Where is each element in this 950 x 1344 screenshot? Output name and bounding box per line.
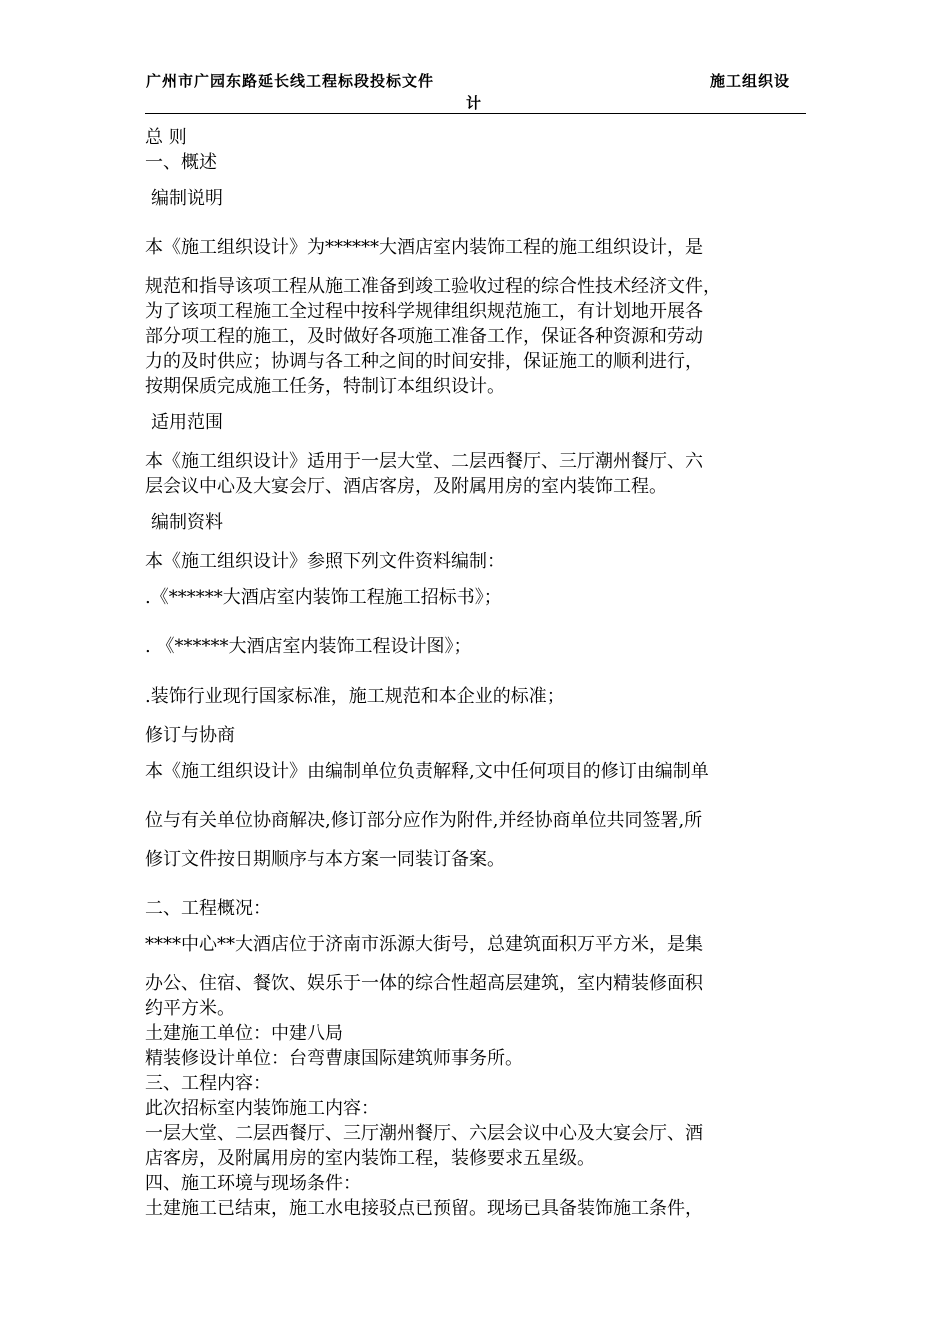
header-rule (145, 113, 806, 114)
paragraph-line: 按期保质完成施工任务，特制订本组织设计。 (145, 376, 505, 397)
paragraph-line: 土建施工已结束，施工水电接驳点已预留。现场已具备装饰施工条件， (145, 1198, 703, 1219)
paragraph-line: 店客房，及附属用房的室内装饰工程，装修要求五星级。 (145, 1148, 595, 1169)
paragraph-line: 为了该项工程施工全过程中按科学规律组织规范施工，有计划地开展各 (145, 301, 703, 322)
paragraph-line: 本《施工组织设计》由编制单位负责解释,文中任何项目的修订由编制单 (145, 761, 709, 782)
paragraph-line: 约平方米。 (145, 998, 235, 1019)
header-section-title: 施工组织设 (710, 72, 791, 90)
paragraph-line: 规范和指导该项工程从施工准备到竣工验收过程的综合性技术经济文件， (145, 276, 721, 297)
subheading-materials: 编制资料 (151, 512, 223, 533)
paragraph-line: 土建施工单位：中建八局 (145, 1023, 343, 1044)
paragraph-line: 位与有关单位协商解决,修订部分应作为附件,并经协商单位共同签署,所 (145, 810, 703, 831)
list-item: . 《******大酒店室内装饰工程设计图》； (145, 636, 472, 657)
heading-project-content: 三、工程内容： (145, 1073, 271, 1094)
paragraph-line: 部分项工程的施工，及时做好各项施工准备工作，保证各种资源和劳动 (145, 326, 703, 347)
heading-project-overview: 二、工程概况： (145, 898, 271, 919)
paragraph-line: 一层大堂、二层西餐厅、三厅潮州餐厅、六层会议中心及大宴会厅、酒 (145, 1123, 703, 1144)
heading-site-conditions: 四、施工环境与现场条件： (145, 1173, 361, 1194)
header-section-title-wrap: 计 (466, 94, 482, 112)
paragraph-line: 本《施工组织设计》为******大酒店室内装饰工程的施工组织设计，是 (145, 237, 703, 258)
list-item: .《******大酒店室内装饰工程施工招标书》； (145, 587, 502, 608)
paragraph-line: 层会议中心及大宴会厅、酒店客房，及附属用房的室内装饰工程。 (145, 476, 667, 497)
paragraph-line: 力的及时供应；协调与各工种之间的时间安排，保证施工的顺利进行， (145, 351, 703, 372)
paragraph-line: 本《施工组织设计》适用于一层大堂、二层西餐厅、三厅潮州餐厅、六 (145, 451, 703, 472)
paragraph-line: 此次招标室内装饰施工内容： (145, 1098, 379, 1119)
paragraph-line: 修订文件按日期顺序与本方案一同装订备案。 (145, 849, 505, 870)
subheading-compilation-notes: 编制说明 (151, 188, 223, 209)
paragraph-line: ****中心**大酒店位于济南市泺源大街号，总建筑面积万平方米，是集 (145, 934, 703, 955)
heading-general: 总 则 (145, 127, 187, 148)
subheading-scope: 适用范围 (151, 412, 223, 433)
paragraph-line: 本《施工组织设计》参照下列文件资料编制： (145, 551, 505, 572)
header-document-title: 广州市广园东路延长线工程标段投标文件 (146, 72, 435, 90)
paragraph-line: 精装修设计单位：台弯曹康国际建筑师事务所。 (145, 1048, 523, 1069)
subheading-revision: 修订与协商 (145, 725, 235, 746)
list-item: .装饰行业现行国家标准，施工规范和本企业的标准； (145, 686, 565, 707)
heading-overview: 一、概述 (145, 152, 217, 173)
paragraph-line: 办公、住宿、餐饮、娱乐于一体的综合性超高层建筑，室内精装修面积 (145, 973, 703, 994)
